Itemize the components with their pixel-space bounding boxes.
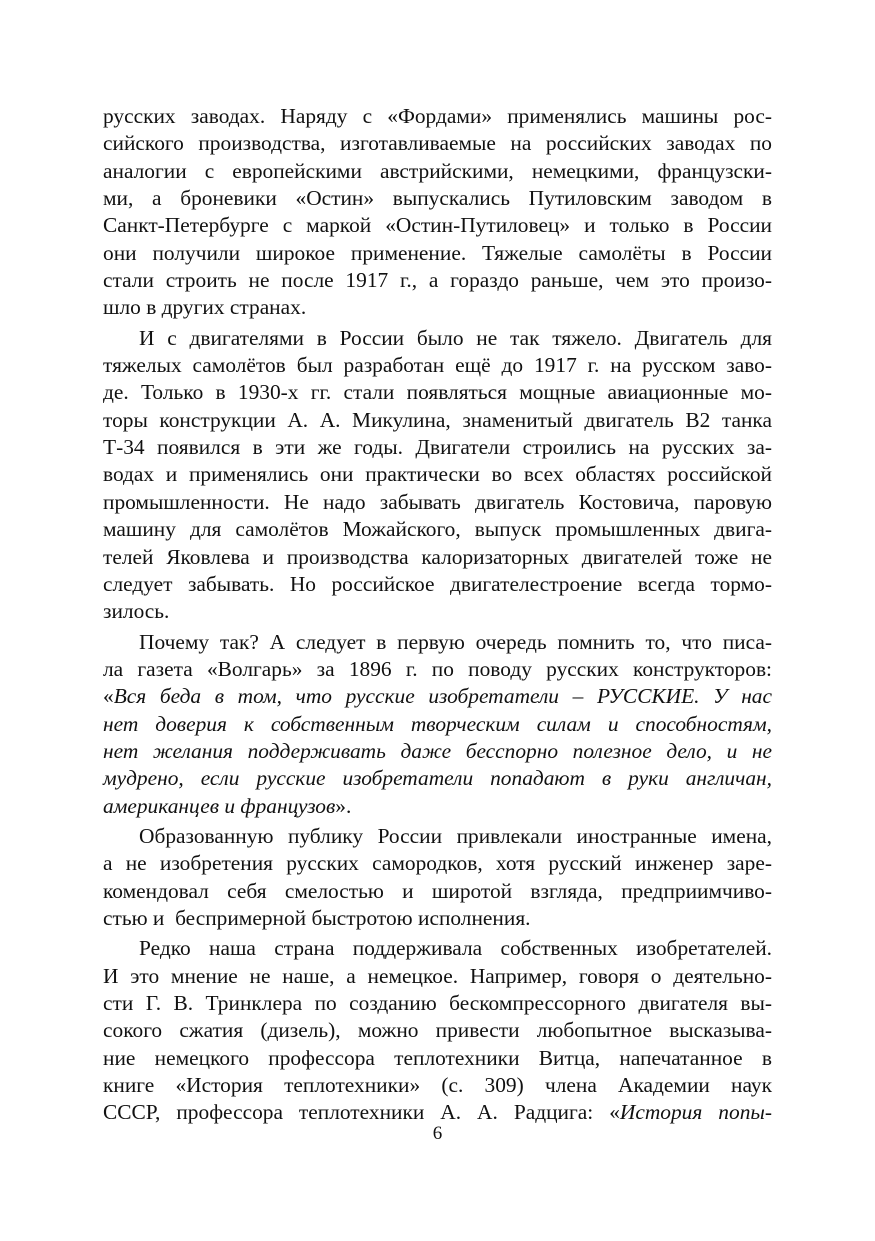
text-line: Образованную публику России привлекали иностранные имена,: [139, 823, 772, 848]
text-line: сийского производства, изготавливаемые на российских заводах по: [103, 131, 772, 156]
text-line: де. Только в 1930-х гг. стали появляться мощные авиационные мо-: [103, 380, 772, 405]
text-line: ла газета «Волгарь» за 1896 г. по поводу русских конструкторов:: [103, 656, 772, 681]
text-line: они получили широкое применение. Тяжелые самолёты в России: [103, 240, 772, 265]
quote-close-mark: ».: [335, 793, 352, 818]
text-segment: СССР, профессора теплотехники А. А. Радцига: «: [103, 1100, 620, 1125]
text-line: стали строить не после 1917 г., а гораздо раньше, чем это произо-: [103, 268, 772, 293]
text-line: шло в других странах.: [103, 295, 307, 320]
text-line: а не изобретения русских самородков, хотя русский инженер заре-: [103, 851, 772, 876]
page-number: 6: [432, 1123, 443, 1144]
text-line: тяжелых самолётов был разработан ещё до 1917 г. на русском заво-: [103, 353, 772, 378]
text-line: сти Г. В. Тринклера по созданию бескомпрессорного двигателя вы-: [103, 991, 772, 1015]
quote-line: [103, 738, 772, 765]
quote-open-mark: «: [103, 684, 114, 709]
text-line: зилось.: [103, 599, 170, 624]
text-line: Почему так? А следует в первую очередь помнить то, что писа-: [139, 629, 772, 654]
paragraph-5: [103, 935, 772, 1126]
text-line: комендовал себя смелостью и широтой взгляда, предприимчиво-: [103, 878, 772, 903]
text-line: аналогии с европейскими австрийскими, немецкими, французски-: [103, 158, 772, 183]
text-line: машину для самолётов Можайского, выпуск промышленных двига-: [103, 517, 772, 542]
text-line: ми, а броневики «Остин» выпускались Путиловским заводом в: [103, 186, 772, 211]
quote-line: [103, 765, 772, 792]
text-line: ние немецкого профессора теплотехники Витца, напечатанное в: [103, 1045, 772, 1070]
text-line: телей Яковлева и производства калоризаторных двигателей тоже не: [103, 544, 772, 569]
text-line: водах и применялись они практически во всех областях российской: [103, 462, 772, 487]
quote-text: мудрено, если русские изобретатели попадают в руки англичан,: [103, 766, 772, 791]
quote-text: История попы-: [619, 1100, 773, 1125]
paragraph-4: [103, 823, 772, 932]
text-line: И с двигателями в России было не так тяжело. Двигатель для: [139, 325, 772, 350]
paragraph-1: [103, 103, 772, 322]
quote-text: американцев и французов: [103, 793, 336, 818]
paragraph-3: [103, 629, 772, 820]
text-line: русских заводах. Наряду с «Фордами» применялись машины рос-: [103, 104, 772, 128]
text-line: следует забывать. Но российское двигателестроение всегда тормо-: [103, 571, 772, 596]
quote-line: [103, 711, 772, 738]
text-line: Т-34 появился в эти же годы. Двигатели строились на русских за-: [103, 435, 772, 460]
text-line: книге «История теплотехники» (с. 309) члена Академии наук: [103, 1073, 772, 1098]
text-line: Санкт-Петербурге с маркой «Остин-Путиловец» и только в России: [103, 213, 772, 238]
quote-line: [103, 683, 772, 710]
quote-text: нет доверия к собственным творческим силам и способностям,: [103, 711, 772, 736]
text-line: Редко наша страна поддерживала собственных изобретателей.: [139, 936, 772, 961]
quote-text: нет желания поддерживать даже бесспорно полезное дело, и не: [103, 738, 772, 763]
text-line: промышленности. Не надо забывать двигатель Костовича, паровую: [103, 489, 772, 514]
text-line: стью и беспримерной быстротою исполнения.: [103, 905, 531, 930]
paragraph-2: [103, 325, 772, 626]
quote-line: [103, 793, 772, 820]
text-line: сокого сжатия (дизель), можно привести любопытное высказыва-: [103, 1018, 772, 1043]
document-page: [103, 103, 772, 1127]
text-line: торы конструкции А. А. Микулина, знаменитый двигатель В2 танка: [103, 407, 772, 432]
quote-text: Вся беда в том, что русские изобретатели – РУССКИЕ. У нас: [113, 684, 772, 709]
text-line: И это мнение не наше, а немецкое. Например, говоря о деятельно-: [103, 963, 772, 988]
